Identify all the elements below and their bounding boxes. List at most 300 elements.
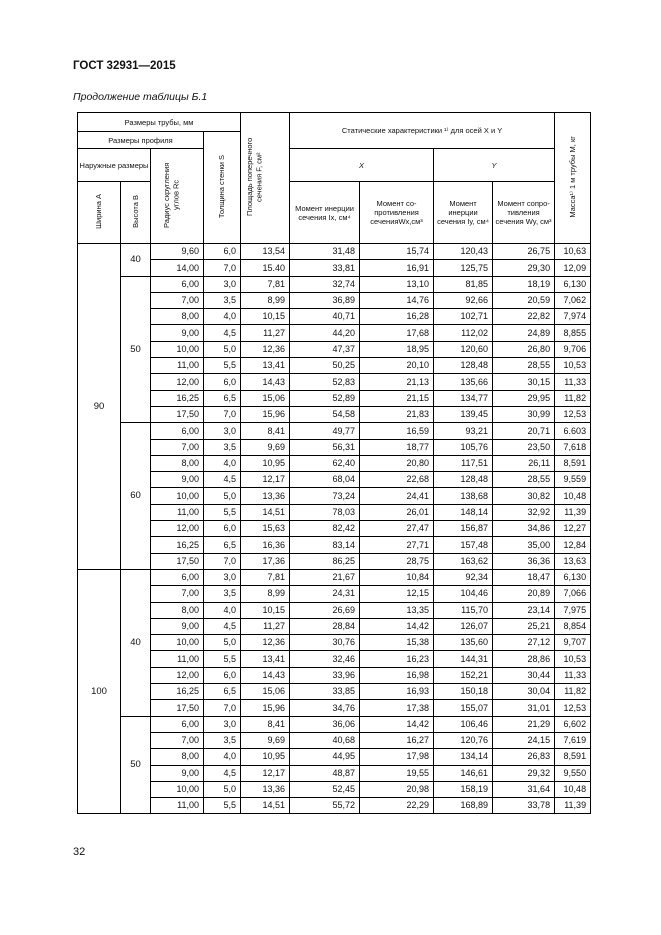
value-cell: 18,47 <box>493 569 555 585</box>
value-cell: 12,00 <box>151 521 204 537</box>
value-cell: 32,92 <box>493 504 555 520</box>
table-row <box>78 439 591 455</box>
table-row <box>78 732 591 748</box>
table-row <box>78 504 591 520</box>
value-cell: 18,77 <box>360 439 434 455</box>
value-cell: 11,82 <box>555 390 591 406</box>
value-cell: 33,96 <box>290 667 360 683</box>
value-cell: 22,29 <box>360 798 434 814</box>
header-area: Площадь поперечного сечения F, см² <box>241 113 290 244</box>
table-row <box>78 684 591 700</box>
value-cell: 126,07 <box>434 618 493 634</box>
value-cell: 20,89 <box>493 586 555 602</box>
value-cell: 8,00 <box>151 602 204 618</box>
value-cell: 7,619 <box>555 732 591 748</box>
value-cell: 29,95 <box>493 390 555 406</box>
value-cell: 11,33 <box>555 667 591 683</box>
value-cell: 5,0 <box>204 781 241 797</box>
value-cell: 12,09 <box>555 260 591 276</box>
value-cell: 6,00 <box>151 276 204 292</box>
value-cell: 7,0 <box>204 700 241 716</box>
value-cell: 83,14 <box>290 537 360 553</box>
value-cell: 3,0 <box>204 276 241 292</box>
table-header <box>78 113 591 244</box>
table-row <box>78 586 591 602</box>
value-cell: 106,46 <box>434 716 493 732</box>
value-cell: 4,5 <box>204 618 241 634</box>
value-cell: 22,82 <box>493 309 555 325</box>
value-cell: 26,69 <box>290 602 360 618</box>
value-cell: 105,76 <box>434 439 493 455</box>
value-cell: 9,69 <box>241 439 290 455</box>
value-cell: 150,18 <box>434 684 493 700</box>
value-cell: 7,0 <box>204 406 241 422</box>
table-row <box>78 651 591 667</box>
value-cell: 78,03 <box>290 504 360 520</box>
value-cell: 12,53 <box>555 406 591 422</box>
value-cell: 12,00 <box>151 667 204 683</box>
value-cell: 30,04 <box>493 684 555 700</box>
value-cell: 14,42 <box>360 716 434 732</box>
value-cell: 6,00 <box>151 569 204 585</box>
value-cell: 9,706 <box>555 341 591 357</box>
value-cell: 3,5 <box>204 439 241 455</box>
value-cell: 102,71 <box>434 309 493 325</box>
value-cell: 15,74 <box>360 244 434 260</box>
table-row <box>78 309 591 325</box>
value-cell: 134,14 <box>434 749 493 765</box>
value-cell: 146,61 <box>434 765 493 781</box>
value-cell: 8,00 <box>151 749 204 765</box>
value-cell: 8,855 <box>555 325 591 341</box>
value-cell: 23,50 <box>493 439 555 455</box>
value-cell: 120,60 <box>434 341 493 357</box>
value-cell: 86,25 <box>290 553 360 569</box>
header-mass: Масса¹⁾ 1 м трубы M, кг <box>555 113 591 244</box>
value-cell: 27,71 <box>360 537 434 553</box>
table-row <box>78 341 591 357</box>
value-cell: 82,42 <box>290 521 360 537</box>
value-cell: 148,14 <box>434 504 493 520</box>
table-row <box>78 358 591 374</box>
table-row <box>78 390 591 406</box>
value-cell: 7,00 <box>151 439 204 455</box>
value-cell: 10,00 <box>151 781 204 797</box>
table-row <box>78 374 591 390</box>
value-cell: 7,00 <box>151 586 204 602</box>
header-y-axis: Y <box>434 149 555 182</box>
value-cell: 12,36 <box>241 341 290 357</box>
value-cell: 30,44 <box>493 667 555 683</box>
value-cell: 5,5 <box>204 798 241 814</box>
value-cell: 28,55 <box>493 472 555 488</box>
header-thickness: Толщина стенки S <box>204 132 241 244</box>
table-row <box>78 521 591 537</box>
header-wx: Момент со-противления сеченияWx,см³ <box>360 182 434 244</box>
value-cell: 18,95 <box>360 341 434 357</box>
value-cell: 8,99 <box>241 292 290 308</box>
value-cell: 35,00 <box>493 537 555 553</box>
value-cell: 14,43 <box>241 667 290 683</box>
value-cell: 120,76 <box>434 732 493 748</box>
value-cell: 28,55 <box>493 358 555 374</box>
value-cell: 6,5 <box>204 537 241 553</box>
value-cell: 22,68 <box>360 472 434 488</box>
value-cell: 6,0 <box>204 244 241 260</box>
value-cell: 11,82 <box>555 684 591 700</box>
value-cell: 14,00 <box>151 260 204 276</box>
table-row <box>78 537 591 553</box>
value-cell: 5,0 <box>204 635 241 651</box>
value-cell: 3,0 <box>204 716 241 732</box>
value-cell: 8,854 <box>555 618 591 634</box>
value-cell: 10,00 <box>151 488 204 504</box>
value-cell: 50,25 <box>290 358 360 374</box>
value-cell: 10,95 <box>241 749 290 765</box>
value-cell: 15,96 <box>241 406 290 422</box>
value-cell: 10,00 <box>151 341 204 357</box>
table-row <box>78 292 591 308</box>
value-cell: 14,51 <box>241 504 290 520</box>
table-row <box>78 569 591 585</box>
value-cell: 9,00 <box>151 765 204 781</box>
value-cell: 15,63 <box>241 521 290 537</box>
value-cell: 7,974 <box>555 309 591 325</box>
value-cell: 6,130 <box>555 569 591 585</box>
header-x-axis: X <box>290 149 434 182</box>
value-cell: 20,10 <box>360 358 434 374</box>
value-cell: 24,89 <box>493 325 555 341</box>
value-cell: 52,45 <box>290 781 360 797</box>
value-cell: 55,72 <box>290 798 360 814</box>
value-cell: 47,37 <box>290 341 360 357</box>
value-cell: 16,91 <box>360 260 434 276</box>
value-cell: 5,0 <box>204 488 241 504</box>
value-cell: 13,10 <box>360 276 434 292</box>
value-cell: 30,99 <box>493 406 555 422</box>
value-cell: 26,11 <box>493 455 555 471</box>
value-cell: 20,80 <box>360 455 434 471</box>
value-cell: 3,5 <box>204 586 241 602</box>
value-cell: 28,75 <box>360 553 434 569</box>
header-wy: Момент сопро-тивления сечения Wy, см³ <box>493 182 555 244</box>
height-cell: 40 <box>121 569 151 716</box>
value-cell: 15,96 <box>241 700 290 716</box>
value-cell: 9,00 <box>151 325 204 341</box>
table-row <box>78 553 591 569</box>
value-cell: 135,60 <box>434 635 493 651</box>
value-cell: 44,95 <box>290 749 360 765</box>
value-cell: 40,71 <box>290 309 360 325</box>
table-row <box>78 781 591 797</box>
value-cell: 6,5 <box>204 390 241 406</box>
value-cell: 6,0 <box>204 374 241 390</box>
value-cell: 17,98 <box>360 749 434 765</box>
value-cell: 34,86 <box>493 521 555 537</box>
value-cell: 8,41 <box>241 716 290 732</box>
table-row <box>78 244 591 260</box>
value-cell: 5,5 <box>204 651 241 667</box>
value-cell: 32,46 <box>290 651 360 667</box>
value-cell: 30,15 <box>493 374 555 390</box>
value-cell: 48,87 <box>290 765 360 781</box>
value-cell: 7,00 <box>151 292 204 308</box>
value-cell: 15.40 <box>241 260 290 276</box>
value-cell: 134,77 <box>434 390 493 406</box>
value-cell: 12,15 <box>360 586 434 602</box>
value-cell: 6,0 <box>204 521 241 537</box>
value-cell: 11,27 <box>241 325 290 341</box>
value-cell: 13,41 <box>241 358 290 374</box>
value-cell: 31,01 <box>493 700 555 716</box>
value-cell: 20,98 <box>360 781 434 797</box>
table-row <box>78 749 591 765</box>
value-cell: 21,13 <box>360 374 434 390</box>
value-cell: 6,130 <box>555 276 591 292</box>
value-cell: 152,21 <box>434 667 493 683</box>
value-cell: 17,38 <box>360 700 434 716</box>
value-cell: 12,84 <box>555 537 591 553</box>
value-cell: 14,43 <box>241 374 290 390</box>
value-cell: 10,53 <box>555 358 591 374</box>
table-row <box>78 325 591 341</box>
value-cell: 157,48 <box>434 537 493 553</box>
value-cell: 144,31 <box>434 651 493 667</box>
value-cell: 52,89 <box>290 390 360 406</box>
value-cell: 5,5 <box>204 358 241 374</box>
value-cell: 24,31 <box>290 586 360 602</box>
value-cell: 8,00 <box>151 455 204 471</box>
table-row <box>78 716 591 732</box>
value-cell: 33,81 <box>290 260 360 276</box>
value-cell: 31,48 <box>290 244 360 260</box>
value-cell: 11,00 <box>151 798 204 814</box>
table-row <box>78 260 591 276</box>
value-cell: 15,38 <box>360 635 434 651</box>
value-cell: 7,00 <box>151 732 204 748</box>
value-cell: 14,51 <box>241 798 290 814</box>
value-cell: 9,00 <box>151 618 204 634</box>
value-cell: 15,06 <box>241 390 290 406</box>
value-cell: 6,602 <box>555 716 591 732</box>
header-ix: Момент инерции сечения Ix, см⁴ <box>290 182 360 244</box>
value-cell: 12,36 <box>241 635 290 651</box>
value-cell: 16,93 <box>360 684 434 700</box>
value-cell: 44,20 <box>290 325 360 341</box>
header-height: Высота B <box>121 182 151 244</box>
value-cell: 112,02 <box>434 325 493 341</box>
value-cell: 24,41 <box>360 488 434 504</box>
table-row <box>78 602 591 618</box>
value-cell: 16,28 <box>360 309 434 325</box>
value-cell: 17,50 <box>151 406 204 422</box>
value-cell: 11,33 <box>555 374 591 390</box>
value-cell: 27,12 <box>493 635 555 651</box>
value-cell: 5,5 <box>204 504 241 520</box>
value-cell: 93,21 <box>434 423 493 439</box>
value-cell: 5,0 <box>204 341 241 357</box>
value-cell: 125,75 <box>434 260 493 276</box>
value-cell: 21,15 <box>360 390 434 406</box>
value-cell: 12,17 <box>241 765 290 781</box>
value-cell: 26,83 <box>493 749 555 765</box>
value-cell: 16,25 <box>151 684 204 700</box>
table-row <box>78 798 591 814</box>
value-cell: 17,50 <box>151 553 204 569</box>
value-cell: 138,68 <box>434 488 493 504</box>
value-cell: 17,50 <box>151 700 204 716</box>
value-cell: 12,27 <box>555 521 591 537</box>
value-cell: 139,45 <box>434 406 493 422</box>
header-iy: Момент инерции сечения Iy, см⁴ <box>434 182 493 244</box>
value-cell: 12,53 <box>555 700 591 716</box>
value-cell: 8,41 <box>241 423 290 439</box>
value-cell: 10,48 <box>555 781 591 797</box>
value-cell: 16,23 <box>360 651 434 667</box>
value-cell: 16,27 <box>360 732 434 748</box>
value-cell: 16,25 <box>151 390 204 406</box>
value-cell: 7,81 <box>241 569 290 585</box>
value-cell: 33,78 <box>493 798 555 814</box>
value-cell: 7,81 <box>241 276 290 292</box>
value-cell: 40,68 <box>290 732 360 748</box>
value-cell: 3,0 <box>204 423 241 439</box>
value-cell: 13,36 <box>241 488 290 504</box>
value-cell: 11,00 <box>151 504 204 520</box>
value-cell: 11,27 <box>241 618 290 634</box>
value-cell: 7,0 <box>204 260 241 276</box>
value-cell: 163,62 <box>434 553 493 569</box>
value-cell: 17,36 <box>241 553 290 569</box>
value-cell: 25,21 <box>493 618 555 634</box>
value-cell: 32,74 <box>290 276 360 292</box>
value-cell: 13,54 <box>241 244 290 260</box>
value-cell: 62,40 <box>290 455 360 471</box>
value-cell: 27,47 <box>360 521 434 537</box>
table-row <box>78 635 591 651</box>
value-cell: 9,69 <box>241 732 290 748</box>
height-cell: 50 <box>121 716 151 814</box>
table-row <box>78 455 591 471</box>
value-cell: 13,63 <box>555 553 591 569</box>
value-cell: 81,85 <box>434 276 493 292</box>
value-cell: 7,062 <box>555 292 591 308</box>
value-cell: 15,06 <box>241 684 290 700</box>
value-cell: 30,82 <box>493 488 555 504</box>
value-cell: 11,00 <box>151 358 204 374</box>
value-cell: 92,34 <box>434 569 493 585</box>
value-cell: 12,00 <box>151 374 204 390</box>
value-cell: 13,41 <box>241 651 290 667</box>
value-cell: 3,5 <box>204 732 241 748</box>
value-cell: 10,00 <box>151 635 204 651</box>
value-cell: 12,17 <box>241 472 290 488</box>
value-cell: 16,98 <box>360 667 434 683</box>
value-cell: 30,76 <box>290 635 360 651</box>
value-cell: 33,85 <box>290 684 360 700</box>
value-cell: 11,00 <box>151 651 204 667</box>
value-cell: 6.603 <box>555 423 591 439</box>
value-cell: 23,14 <box>493 602 555 618</box>
value-cell: 8,591 <box>555 455 591 471</box>
value-cell: 3,5 <box>204 292 241 308</box>
value-cell: 8,00 <box>151 309 204 325</box>
header-pipe-sizes: Размеры трубы, мм <box>78 113 241 132</box>
document-title: ГОСТ 32931—2015 <box>73 60 176 72</box>
value-cell: 19,55 <box>360 765 434 781</box>
value-cell: 36,89 <box>290 292 360 308</box>
value-cell: 7,618 <box>555 439 591 455</box>
value-cell: 117,51 <box>434 455 493 471</box>
value-cell: 7,066 <box>555 586 591 602</box>
properties-table <box>77 112 591 814</box>
value-cell: 6,00 <box>151 716 204 732</box>
value-cell: 36,36 <box>493 553 555 569</box>
value-cell: 3,0 <box>204 569 241 585</box>
table-row <box>78 667 591 683</box>
value-cell: 16,59 <box>360 423 434 439</box>
value-cell: 9,00 <box>151 472 204 488</box>
value-cell: 21,83 <box>360 406 434 422</box>
value-cell: 10,95 <box>241 455 290 471</box>
table-continuation-caption: Продолжение таблицы Б.1 <box>73 91 208 103</box>
value-cell: 21,29 <box>493 716 555 732</box>
value-cell: 10,15 <box>241 602 290 618</box>
value-cell: 156,87 <box>434 521 493 537</box>
value-cell: 104,46 <box>434 586 493 602</box>
header-static: Статические характеристики ¹⁾ для осей X и Y <box>290 113 555 149</box>
height-cell: 40 <box>121 244 151 277</box>
value-cell: 10,53 <box>555 651 591 667</box>
header-outer-sizes: Наружные размеры <box>78 149 151 182</box>
value-cell: 10,63 <box>555 244 591 260</box>
value-cell: 10,84 <box>360 569 434 585</box>
value-cell: 18,19 <box>493 276 555 292</box>
value-cell: 29,30 <box>493 260 555 276</box>
table-row <box>78 406 591 422</box>
height-cell: 50 <box>121 276 151 423</box>
value-cell: 36,06 <box>290 716 360 732</box>
table-row <box>78 488 591 504</box>
value-cell: 4,5 <box>204 472 241 488</box>
value-cell: 73,24 <box>290 488 360 504</box>
value-cell: 13,35 <box>360 602 434 618</box>
value-cell: 20,59 <box>493 292 555 308</box>
header-width: Ширина A <box>78 182 121 244</box>
value-cell: 16,25 <box>151 537 204 553</box>
value-cell: 7,0 <box>204 553 241 569</box>
value-cell: 135,66 <box>434 374 493 390</box>
table-row <box>78 765 591 781</box>
value-cell: 4,0 <box>204 309 241 325</box>
value-cell: 4,5 <box>204 765 241 781</box>
value-cell: 28,86 <box>493 651 555 667</box>
width-cell: 90 <box>78 244 121 570</box>
page-number: 32 <box>73 846 86 858</box>
value-cell: 29,32 <box>493 765 555 781</box>
value-cell: 6,0 <box>204 667 241 683</box>
width-cell: 100 <box>78 569 121 813</box>
value-cell: 68,04 <box>290 472 360 488</box>
value-cell: 155,07 <box>434 700 493 716</box>
value-cell: 20,71 <box>493 423 555 439</box>
header-radius: Радиус скругления углов Rc <box>151 149 204 244</box>
value-cell: 9,559 <box>555 472 591 488</box>
table-row <box>78 423 591 439</box>
value-cell: 128,48 <box>434 472 493 488</box>
table-row <box>78 276 591 292</box>
value-cell: 34,76 <box>290 700 360 716</box>
